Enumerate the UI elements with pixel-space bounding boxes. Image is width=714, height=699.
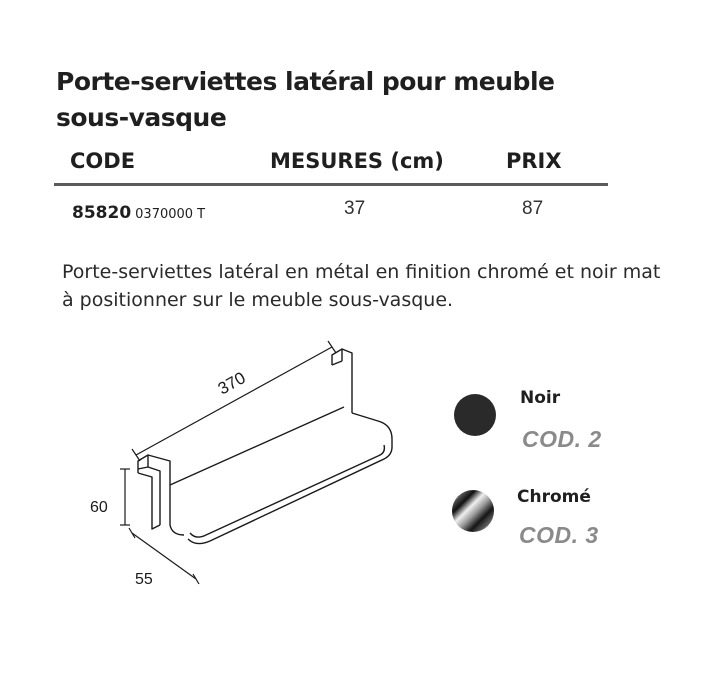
table-header-divider	[54, 183, 608, 186]
code-sub: 0370000 T	[135, 207, 206, 222]
header-code: CODE	[70, 149, 136, 173]
finish-name-noir: Noir	[520, 388, 561, 408]
dim-length-label: 370	[214, 368, 249, 399]
finish-code-noir: COD. 2	[522, 426, 602, 452]
chrome-swatch-icon	[452, 490, 494, 532]
technical-drawing	[80, 335, 420, 595]
product-title: Porte-serviettes latéral pour meuble sous-vasque	[56, 67, 555, 132]
dim-height-label: 60	[90, 499, 108, 516]
header-prix: PRIX	[506, 149, 562, 173]
row-mesures: 37	[344, 198, 366, 219]
row-code	[72, 203, 205, 223]
header-mesures: MESURES (cm)	[270, 149, 444, 173]
code-main: 85820	[72, 203, 132, 223]
finish-code-chrome: COD. 3	[519, 522, 599, 548]
finish-name-chrome: Chromé	[517, 487, 591, 507]
product-description: Porte-serviettes latéral en métal en finition chromé et noir mat à positionner sur le meuble sous-vasque.	[62, 261, 661, 311]
row-prix: 87	[522, 198, 544, 219]
dim-depth-label: 55	[135, 571, 153, 588]
black-swatch-icon	[454, 394, 496, 436]
